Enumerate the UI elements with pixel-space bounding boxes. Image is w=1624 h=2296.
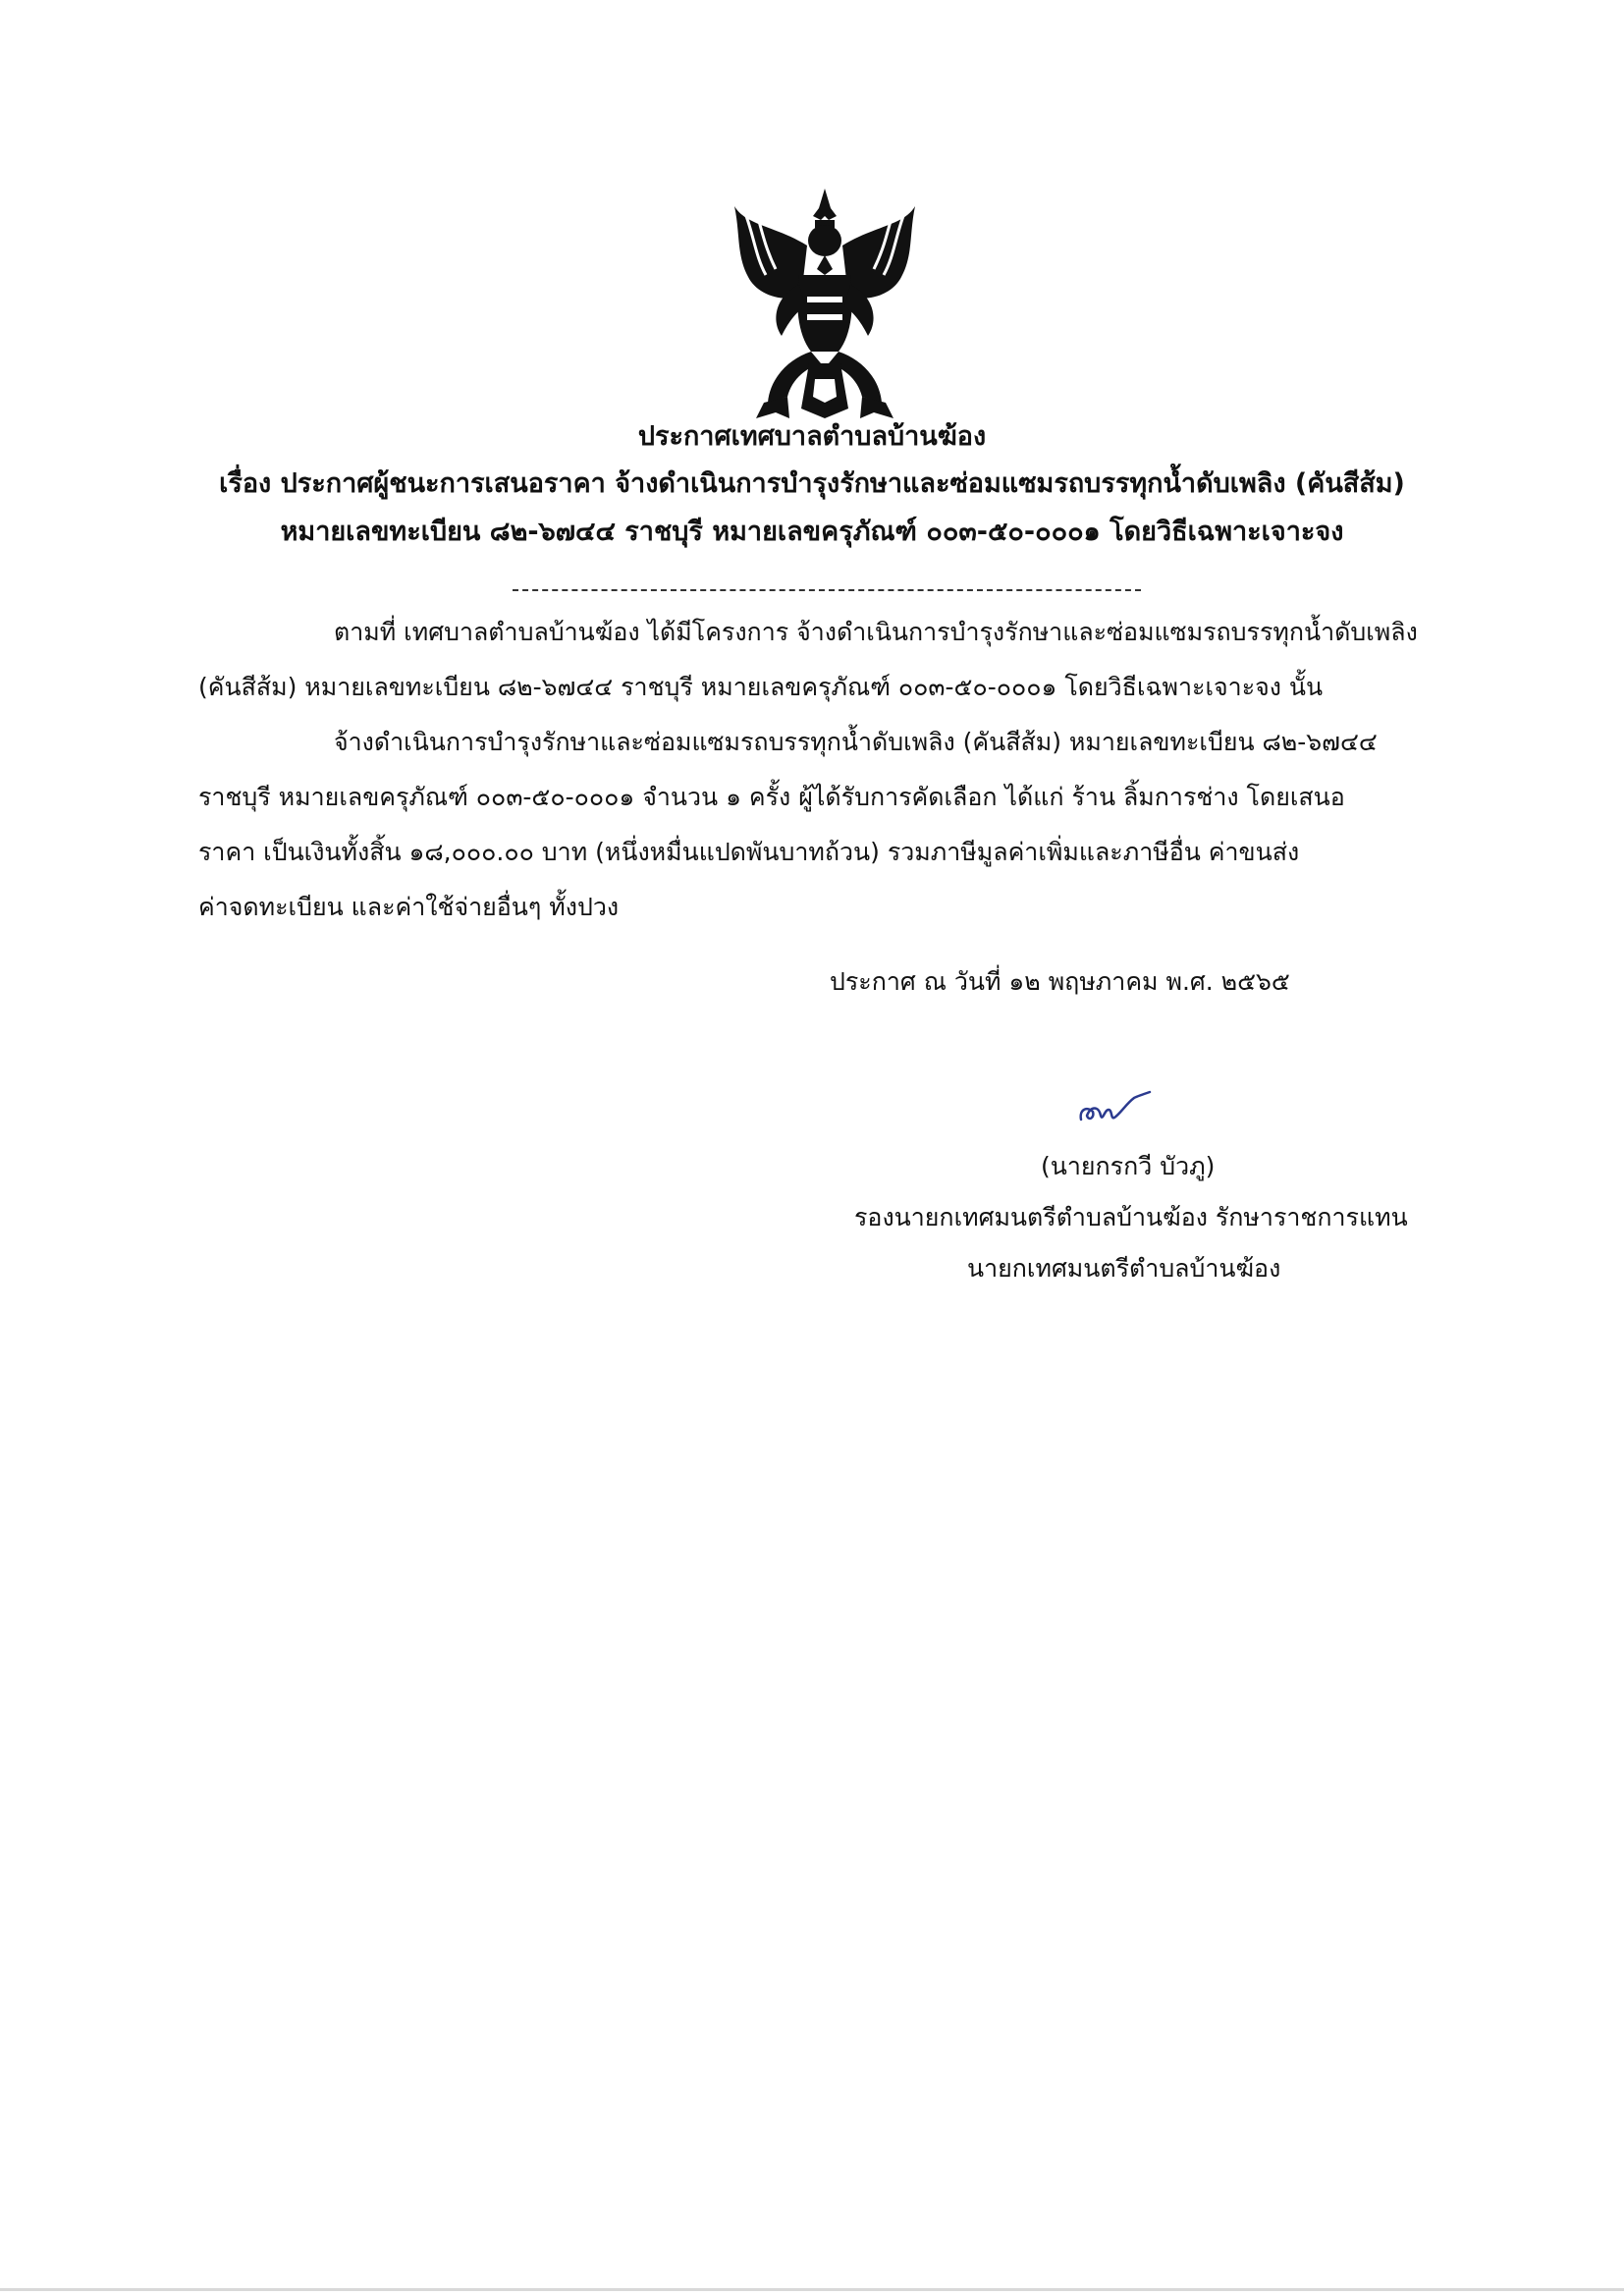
- body-paragraph-2-line-3: ราคา เป็นเงินทั้งสิ้น ๑๘,๐๐๐.๐๐ บาท (หนึ่งหมื่นแปดพันบาทถ้วน) รวมภาษีมูลค่าเพิ่มและภาษีอื่น ค่าขนส่ง: [198, 838, 1300, 866]
- announcement-subject: เรื่อง ประกาศผู้ชนะการเสนอราคา จ้างดำเนินการบำรุงรักษาและซ่อมแซมรถบรรทุกน้ำดับเพลิง (คันสีส้ม): [219, 468, 1405, 499]
- scan-edge-line: [0, 2288, 1624, 2291]
- body-paragraph-2-line-2: ราชบุรี หมายเลขครุภัณฑ์ ๐๐๓-๕๐-๐๐๐๑ จำนวน ๑ ครั้ง ผู้ได้รับการคัดเลือก ได้แก่ ร้าน ลิ้มการช่าง โดยเสนอ: [198, 783, 1345, 811]
- body-paragraph-2-line-4: ค่าจดทะเบียน และค่าใช้จ่ายอื่นๆ ทั้งปวง: [198, 893, 620, 921]
- body-paragraph-2-line-1: จ้างดำเนินการบำรุงรักษาและซ่อมแซมรถบรรทุกน้ำดับเพลิง (คันสีส้ม) หมายเลขทะเบียน ๘๒-๖๗๔๔: [334, 728, 1378, 756]
- announcement-date: ประกาศ ณ วันที่ ๑๒ พฤษภาคม พ.ศ. ๒๕๖๕: [830, 967, 1290, 996]
- announcement-heading: ประกาศเทศบาลตำบลบ้านฆ้อง: [637, 421, 987, 452]
- signatory-name: (นายกรกวี บัวภู): [1041, 1152, 1216, 1180]
- handwritten-signature: [1075, 1090, 1154, 1129]
- signatory-position-line-2: นายกเทศมนตรีตำบลบ้านฆ้อง: [967, 1254, 1281, 1283]
- announcement-registration: หมายเลขทะเบียน ๘๒-๖๗๔๔ ราชบุรี หมายเลขครุภัณฑ์ ๐๐๓-๕๐-๐๐๐๑ โดยวิธีเฉพาะเจาะจง: [280, 517, 1344, 547]
- body-paragraph-1-line-2: (คันสีส้ม) หมายเลขทะเบียน ๘๒-๖๗๔๔ ราชบุรี หมายเลขครุภัณฑ์ ๐๐๓-๕๐-๐๐๐๑ โดยวิธีเฉพาะเจาะจง นั้น: [198, 673, 1324, 701]
- garuda-emblem-icon: [727, 187, 923, 422]
- header-divider: [513, 589, 1141, 591]
- signatory-position-line-1: รองนายกเทศมนตรีตำบลบ้านฆ้อง รักษาราชการแทน: [854, 1203, 1408, 1231]
- body-paragraph-1-line-1: ตามที่ เทศบาลตำบลบ้านฆ้อง ได้มีโครงการ จ้างดำเนินการบำรุงรักษาและซ่อมแซมรถบรรทุกน้ำดับเพลิง: [334, 618, 1418, 646]
